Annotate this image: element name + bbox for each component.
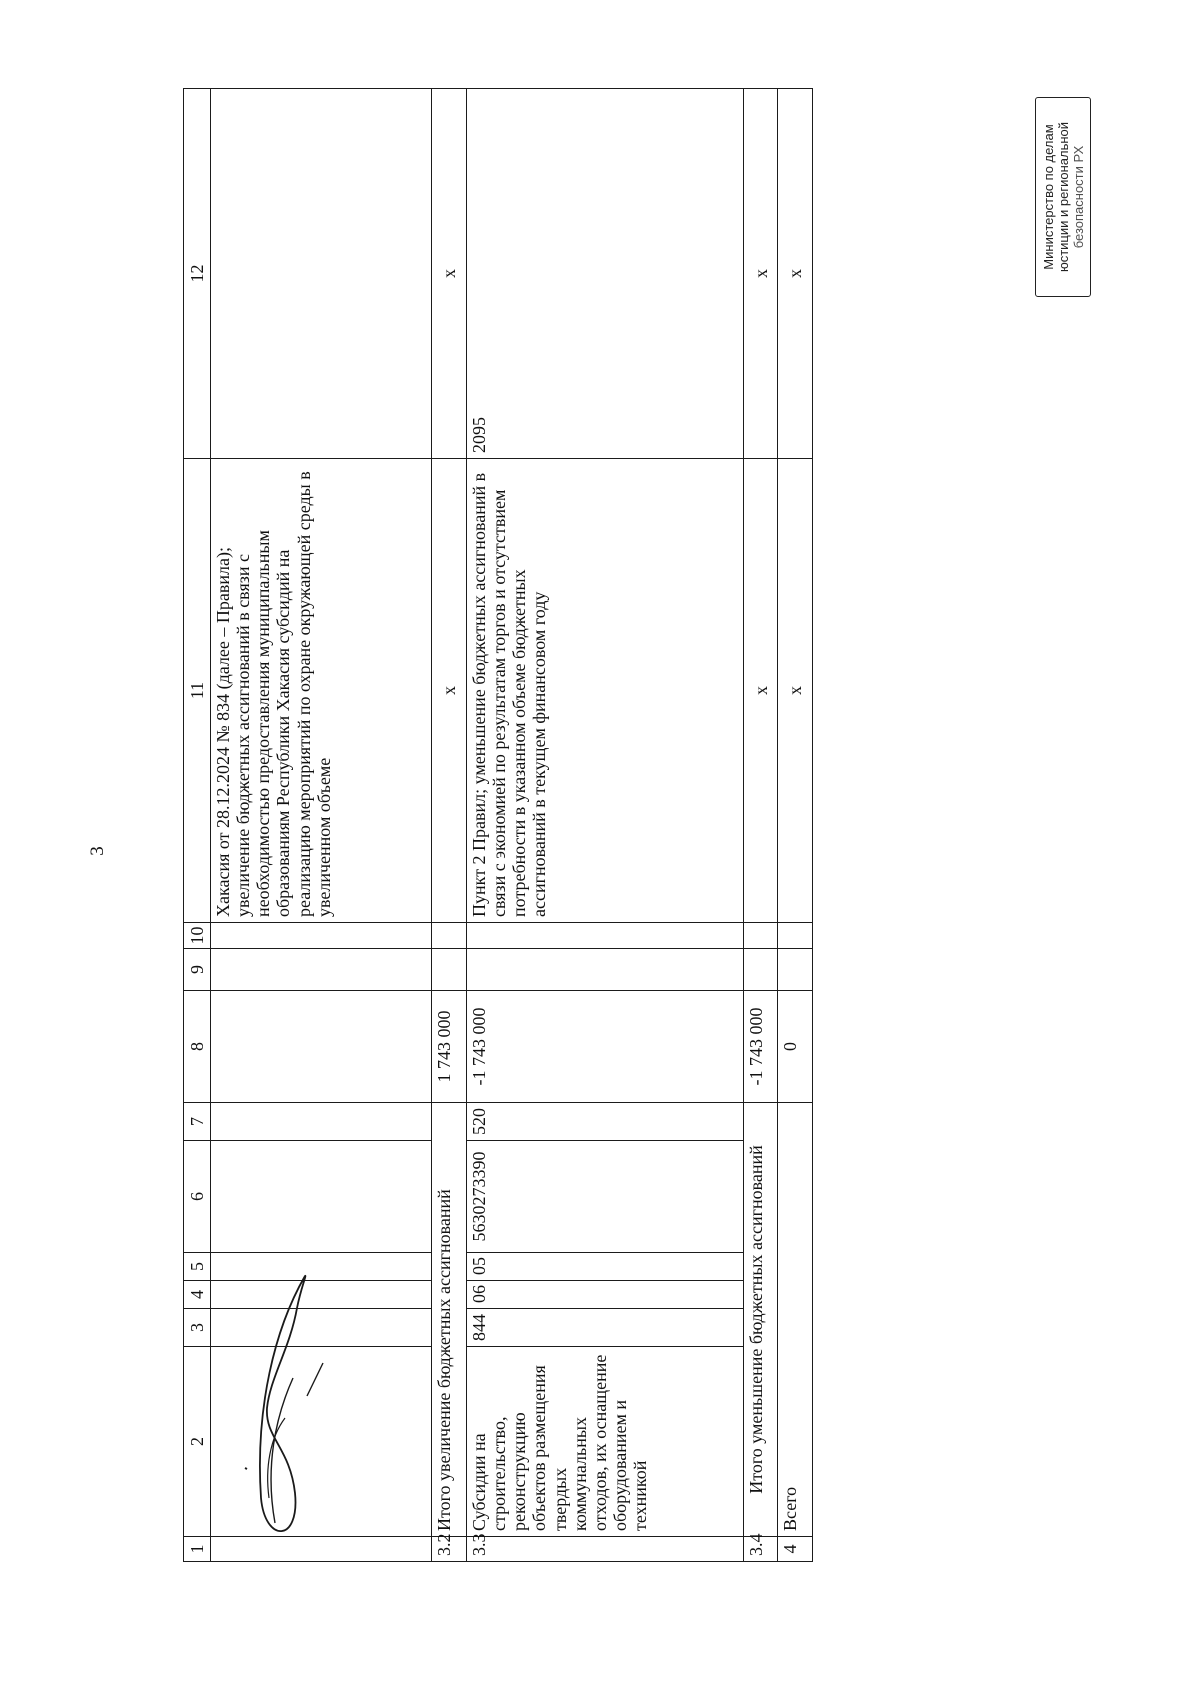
col-header-8: 8: [184, 991, 211, 1103]
stamp-line-1: Министерство по делам: [1041, 124, 1056, 270]
cell-row-number: 3.2: [432, 1537, 467, 1562]
table-row-grand-total: [778, 89, 813, 1562]
table-row: [467, 89, 744, 1562]
cell-justification: х: [743, 459, 778, 923]
cell-amount: 1 743 000: [432, 991, 467, 1103]
cell-row-number: 3.3: [467, 1537, 744, 1562]
col-header-5: 5: [184, 1253, 211, 1281]
cell-col10: [778, 923, 813, 949]
cell-col10: [432, 923, 467, 949]
cell-subsection: 05: [467, 1253, 744, 1281]
cell-amount: -1 743 000: [467, 991, 744, 1103]
cell-col12: [211, 89, 432, 459]
cell-col12: х: [743, 89, 778, 459]
cell-col12: х: [432, 89, 467, 459]
table-row-total-decrease: [743, 89, 778, 1562]
cell-col10: [211, 923, 432, 949]
cell-col9: [778, 949, 813, 991]
cell-justification: Хакасия от 28.12.2024 № 834 (далее – Правила); увеличение бюджетных ассигнований в связи с необходимостью предоставления муниципальным образованиям Республики Хакасия субсидий на реализацию мероприятий по охране окружающей среды в увеличенном объеме: [211, 459, 432, 923]
col-header-2: 2: [184, 1347, 211, 1537]
page-number: 3: [87, 846, 108, 856]
cell-col10: [743, 923, 778, 949]
cell-expense-type: [211, 1103, 432, 1141]
cell-row-number: 3.4: [743, 1537, 778, 1562]
cell-total-label: Итого увеличение бюджетных ассигнований: [432, 1103, 467, 1537]
cell-justification: х: [778, 459, 813, 923]
cell-amount: 0: [778, 991, 813, 1103]
table-row-total-increase: [432, 89, 467, 1562]
cell-total-label: Итого уменьшение бюджетных ассигнований: [743, 1103, 778, 1537]
cell-col9: [211, 949, 432, 991]
cell-name: Субсидии на строительство, реконструкцию объектов размещения твердых коммунальных отходов, их оснащение оборудованием и техникой: [467, 1347, 744, 1537]
cell-col12: 2095: [467, 89, 744, 459]
cell-amount: -1 743 000: [743, 991, 778, 1103]
cell-expense-type: 520: [467, 1103, 744, 1141]
cell-code: 844: [467, 1309, 744, 1347]
col-header-12: 12: [184, 89, 211, 459]
cell-justification: х: [432, 459, 467, 923]
cell-col9: [432, 949, 467, 991]
header-row: [184, 89, 211, 1562]
stamp-line-3: безопасности РХ: [1071, 145, 1086, 249]
handwritten-signature-icon: [235, 1268, 345, 1558]
cell-col9: [467, 949, 744, 991]
col-header-11: 11: [184, 459, 211, 923]
cell-col12: х: [778, 89, 813, 459]
col-header-9: 9: [184, 949, 211, 991]
col-header-4: 4: [184, 1281, 211, 1309]
col-header-1: 1: [184, 1537, 211, 1562]
cell-amount: [211, 991, 432, 1103]
col-header-7: 7: [184, 1103, 211, 1141]
cell-target-article: 5630273390: [467, 1141, 744, 1253]
cell-section: 06: [467, 1281, 744, 1309]
cell-col10: [467, 923, 744, 949]
cell-row-number: 4: [778, 1537, 813, 1562]
cell-total-label: Всего: [778, 1103, 813, 1537]
stamp-line-2: юстиции и региональной: [1056, 121, 1071, 273]
col-header-3: 3: [184, 1309, 211, 1347]
cell-col9: [743, 949, 778, 991]
cell-target-article: [211, 1141, 432, 1253]
col-header-10: 10: [184, 923, 211, 949]
registration-stamp: [1035, 97, 1091, 297]
cell-justification: Пункт 2 Правил; уменьшение бюджетных ассигнований в связи с экономией по результатам торгов и отсутствием потребности в указанном объеме бюджетных ассигнований в текущем финансовом году: [467, 459, 744, 923]
col-header-6: 6: [184, 1141, 211, 1253]
